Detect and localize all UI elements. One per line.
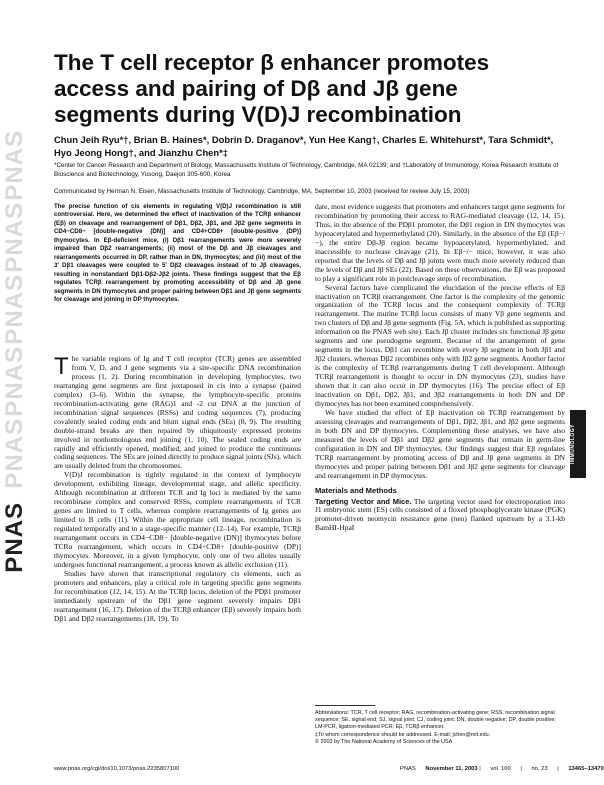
copyright-note: © 2003 by The National Academy of Sciences of the USA (315, 738, 453, 745)
body-paragraph: date, most evidence suggests that promoters and enhancers target gene segments for recombination by promoting their access to RAG-mediated cleavage (12, 14, 15). Thus, in the absence of the PDβ1 promoter, the Dβ1 region in DN thymocytes was hypoacetylated and hypermethylated (20). Similarly, in the absence of the Eβ (Eβ−/−), the entire Dβ-Jβ region became hypoacetylated, hypermethylated, and inaccessible to nuclease cleavage (21). In Eβ−/− mice, however, it was also reported that the levels of Dβ and Jβ joints were much more severely reduced than the levels of Dβ and Jβ SEs (22). Based on these observations, the Eβ was proposed to play a significant role in postcleavage steps of recombination. (315, 202, 565, 283)
methods-text: The targeting vector used for electroporation into J1 embryonic stem (ES) cells consisted of a floxed phosphoglycerate kinase (PGK) promoter-driven neomycin resistance gene (neo) flanked upstream by a 3.1-kb BamHI-HpaI (315, 496, 566, 533)
body-column-left (54, 355, 301, 624)
abstract: The precise function of cis elements in regulating V(D)J recombination is still controversial. Here, we determined the effect of inactivation of the TCRβ enhancer (Eβ) on cleavage and rearrangement of Dβ1, Dβ2, Jβ1, and Jβ2 gene segments in CD4−CD8− [double-negative (DN)] and CD4+CD8+ [double-positive (DP)] thymocytes. In Eβ-deficient mice, (i) Dβ1 rearrangements were more severely impaired than Dβ2 rearrangements; (ii) most of the Dβ and Jβ cleavages and rearrangements occurred in DP, rather than in DN, thymocytes; and (iii) most of the 3′ Dβ1 cleavages were coupled to 5′ Dβ2 cleavages instead of to Jβ cleavages, resulting in nonstandard Dβ1-Dβ2-Jβ2 joints. These findings suggest that the Eβ regulates TCRβ rearrangement by promoting accessibility of Dβ and Jβ gene segments in DN thymocytes and proper pairing between Dβ1 and Jβ gene segments for cleavage and joining in DP thymocytes. (54, 203, 301, 303)
section-tab (570, 410, 586, 478)
drop-cap: T (54, 353, 69, 380)
footer-separator: | (520, 766, 524, 772)
journal-sidebar (0, 0, 30, 785)
article-title: The T cell receptor β enhancer promotes access and pairing of Dβ and Jβ gene segments during V(D)J recombination (54, 50, 490, 127)
volume: vol. 100 (490, 766, 511, 772)
body-paragraph: V(D)J recombination is tightly regulated in the context of lymphocyte development, exhibiting lineage, developmental stage, and allelic specificity. Although recombination at different TCR and Ig loci is mediated by the same recombinase complex and conserved RSSs, complete rearrangements of TCR genes are limited to T cells, whereas complete rearrangements of Ig genes are limited to B cells (11). Within the appropriate cell lineage, recombination is regulated temporally and in a stage-specific manner (12–14). For example, TCRβ rearrangement occurs in CD4−CD8− [double-negative (DN)] thymocytes before TCRα rearrangement, which occurs in CD4+CD8+ [double-positive (DP)] thymocytes. Moreover, in a given lymphocyte, only one of two alleles usually undergoes functional rearrangement, a process known as allelic exclusion (11). (54, 470, 301, 569)
footer-separator: | (557, 766, 561, 772)
pnas-watermark-text: PNAS (1, 202, 28, 273)
journal-name: PNAS (400, 766, 416, 772)
correspondence-note: ‡To whom correspondence should be addressed. E-mail: jchen@mit.edu. (315, 731, 491, 738)
body-paragraph: Studies have shown that transcriptional regulatory cis elements, such as promoters and enhancers, play a critical role in targeting specific gene segments for recombination (12, 14, 15). At the TCRβ locus, deletion of the PDβ1 promoter immediately upstream of the Dβ1 gene segment severely impairs Dβ1 rearrangement (16, 17). Deletion of the TCRβ enhancer (Eβ) severely impairs both Dβ1 and Dβ2 rearrangements (18, 19). To (54, 568, 301, 623)
abbreviations-note: Abbreviations: TCR, T cell receptor; RAG, recombination-activating gene; RSS, recombination signal sequence; SE, signal end; SJ, signal joint; CJ, coding joint; DN, double negative; DP, double positive; LM-PCR, ligation-mediated PCR; Eβ, TCRβ enhancer. (315, 710, 556, 731)
affiliations: *Center for Cancer Research and Department of Biology, Massachusetts Institute of Technology, Cambridge, MA 02139; and †Laboratory of Immunology, Korea Research Institute of Bioscience and Biotechnology, Yusong, Daejon 305-600, Korea (54, 162, 559, 178)
pnas-watermark-text: PNAS (1, 274, 28, 345)
pnas-watermark-text: PNAS (1, 346, 28, 417)
page-range: 13465–13470 (568, 766, 604, 772)
author-list: Chun Jeih Ryu*†, Brian B. Haines*, Dobrin D. Draganov*, Yun Hee Kang†, Charles E. Whitehurst*, Tara Schmidt*, Hyo Jeong Hong†, and Jianzhu Chen*‡ (54, 134, 554, 158)
footer-separator: | (479, 766, 483, 772)
footnotes (315, 710, 565, 746)
body-paragraph: Several factors have complicated the elucidation of the precise effects of Eβ inactivation on TCRβ rearrangement. One factor is the complexity of the genomic organization of the TCRβ locus and the consequent complexity of TCRβ rearrangement. The murine TCRβ locus consists of many Vβ gene segments and two clusters of Dβ and Jβ gene segments (Fig. 5A, which is published as supporting information on the PNAS web site). Each Jβ cluster includes six functional Jβ gene segments and one pseudogene segment. Because of the arrangement of gene segments in the locus, Dβ1 can recombine with every Jβ segment in both Jβ1 and Jβ2 clusters, whereas Dβ2 recombines only with Jβ2 gene segments. Another factor is the complexity of TCRβ rearrangements during T cell development. Although TCRβ rearrangement is thought to occur in DN thymocytes (23), studies have shown that it can also occur in DP thymocytes (16). The precise effect of Eβ inactivation on Dβ1, Dβ2, Jβ1, and Jβ2 rearrangements in both DN and DP thymocytes has not been examined comprehensively. (315, 282, 565, 408)
issue-number: no. 23 (531, 766, 548, 772)
body-column-right (315, 203, 565, 533)
pnas-logo: PNAS (1, 502, 28, 573)
footnote-divider (315, 705, 375, 706)
pnas-watermark-text: PNAS (1, 130, 28, 201)
intro-text: he variable regions of Ig and T cell receptor (TCR) genes are assembled from V, D, and J gene segments via a site-specific DNA recombination process (1, 2). During recombination in developing lymphocytes, two rearranging gene segments are first juxtaposed in cis into a synapse (paired complex) (3–6). Within the synapse, the lymphocyte-specific proteins recombination-activating gene (RAG)1 and -2 cut DNA at the junction of recombination signal sequences (RSSs) and coding sequences (7), producing covalently sealed coding ends and blunt signal ends (SEs) (8, 9). The resulting double-strand breaks are then repaired by ubiquitously expressed proteins involved in nonhomologous end joining (1, 10). The sealed coding ends are rapidly and efficiently opened, modified, and joined to produce the continuous coding sequences. The SEs are joined directly to produce signal joints (SJs), which are usually deleted from the chromosomes. (54, 354, 301, 471)
citation-footer (400, 766, 604, 772)
intro-paragraph (54, 355, 301, 471)
subsection-heading: Targeting Vector and Mice. (315, 496, 412, 506)
body-paragraph: We have studied the effect of Eβ inactivation on TCRβ rearrangement by assessing cleavages and rearrangements of Dβ1, Dβ2, Jβ1, and Jβ2 gene segments in both DN and DP thymocytes. Complementing these analyses, we have also measured the levels of Dβ1 and Dβ2 gene segments that remain in germ-line configuration in DN and DP thymocytes. Our findings suggest that Eβ regulates TCRβ rearrangement by promoting access of Dβ and Jβ gene segments in DN thymocytes and proper pairing between Dβ1 and Jβ2 gene segments for cleavage and rearrangement in DP thymocytes. (315, 407, 565, 480)
pnas-watermark-text: PNAS (1, 418, 28, 489)
section-tab-label: IMMUNOLOGY (570, 424, 576, 464)
pnas-watermark (2, 130, 28, 610)
issue-date: November 11, 2003 (425, 766, 478, 772)
section-heading: Materials and Methods (315, 485, 397, 495)
doi-link[interactable]: www.pnas.org/cgi/doi/10.1073/pnas.2235807100 (54, 766, 180, 772)
methods-paragraph (315, 498, 565, 534)
communicated-by: Communicated by Herman N. Eisen, Massachusetts Institute of Technology, Cambridge, MA, September 10, 2003 (received for review July 15, 2003) (54, 188, 470, 195)
